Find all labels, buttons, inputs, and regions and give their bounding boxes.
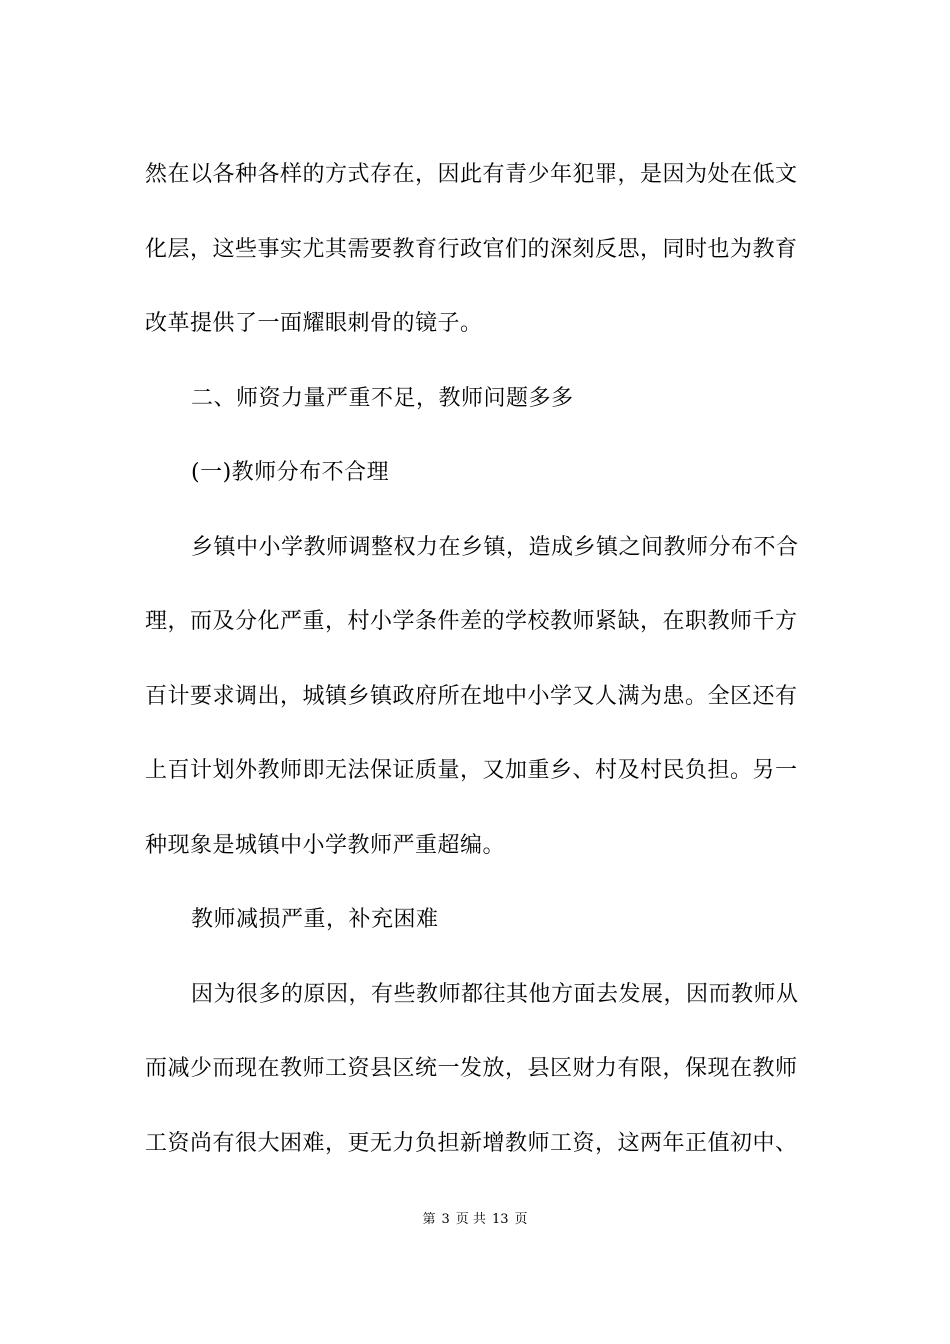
- footer-current-page: 3: [441, 1212, 450, 1227]
- footer-total-pages: 13: [491, 1212, 509, 1227]
- text-line-6: 乡镇中小学教师调整权力在乡镇，造成乡镇之间教师分布不合: [191, 534, 799, 560]
- text-line-2: 化层，这些事实尤其需要教育行政官们的深刻反思，同时也为教育: [145, 236, 798, 262]
- page-footer: [0, 1208, 950, 1227]
- text-line-3: 改革提供了一面耀眼刺骨的镜子。: [145, 311, 483, 336]
- footer-middle: 页 共: [455, 1212, 486, 1227]
- text-line-14: 工资尚有很大困难，更无力负担新增教师工资，这两年正值初中、: [145, 1130, 798, 1156]
- section-heading: 二、师资力量严重不足，教师问题多多: [191, 385, 574, 411]
- text-line-7: 理，而及分化严重，村小学条件差的学校教师紧缺，在职教师千方: [145, 609, 798, 634]
- document-body: [145, 138, 805, 1181]
- text-line-12: 因为很多的原因，有些教师都往其他方面去发展，因而教师从: [191, 981, 799, 1007]
- subsection-heading-2: 教师减损严重，补充困难: [191, 907, 439, 932]
- text-line-8: 百计要求调出，城镇乡镇政府所在地中小学又人满为患。全区还有: [145, 683, 798, 709]
- subsection-heading-1: (一)教师分布不合理: [191, 460, 390, 485]
- text-line-9: 上百计划外教师即无法保证质量，又加重乡、村及村民负担。另一: [145, 758, 798, 783]
- text-line-10: 种现象是城镇中小学教师严重超编。: [145, 832, 506, 858]
- text-line-13: 而减少而现在教师工资县区统一发放，县区财力有限，保现在教师: [145, 1056, 798, 1081]
- text-line-1: 然在以各种各样的方式存在，因此有青少年犯罪，是因为处在低文: [145, 162, 798, 187]
- footer-suffix: 页: [514, 1212, 528, 1227]
- footer-prefix: 第: [422, 1212, 436, 1227]
